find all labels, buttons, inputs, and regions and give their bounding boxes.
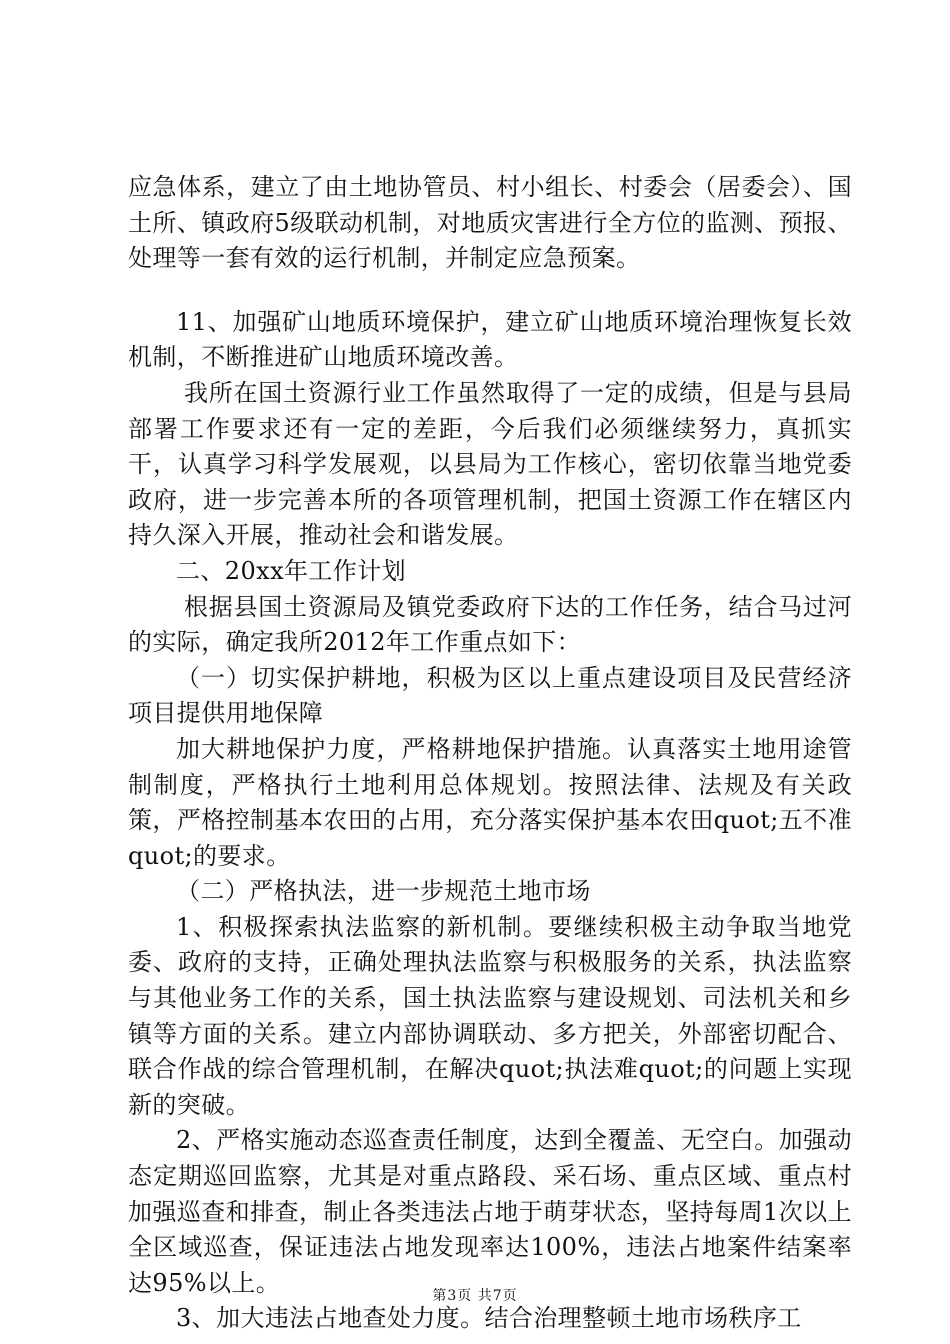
- paragraph-item-1: 1、积极探索执法监察的新机制。要继续积极主动争取当地党委、政府的支持，正确处理执法监察与积极服务的关系，执法监察与其他业务工作的关系，国土执法监察与建设规划、司法机关和乡镇等方面的关系。建立内部协调联动、多方把关，外部密切配合、联合作战的综合管理机制，在解决quot;执法难quot;的问题上实现新的突破。: [128, 912, 852, 1119]
- document-body: [128, 170, 852, 1337]
- paragraph-item-11: 11、加强矿山地质环境保护，建立矿山地质环境治理恢复长效机制，不断推进矿山地质环境改善。: [128, 307, 852, 372]
- paragraph-farmland-measures: 加大耕地保护力度，严格耕地保护措施。认真落实土地用途管制制度，严格执行土地利用总体规划。按照法律、法规及有关政策，严格控制基本农田的占用，充分落实保护基本农田quot;五不准quot;的要求。: [128, 734, 852, 870]
- section-heading-work-plan: 二、20xx年工作计划: [176, 556, 407, 585]
- paragraph-emergency-system: 应急体系，建立了由土地协管员、村小组长、村委会（居委会）、国土所、镇政府5级联动机制，对地质灾害进行全方位的监测、预报、处理等一套有效的运行机制，并制定应急预案。: [128, 173, 852, 273]
- paragraph-gap: [128, 277, 852, 305]
- page-footer: [0, 1287, 950, 1305]
- subheading-farmland-protection: （一）切实保护耕地，积极为区以上重点建设项目及民营经济项目提供用地保障: [128, 663, 852, 728]
- paragraph-plan-intro: 根据县国土资源局及镇党委政府下达的工作任务，结合马过河的实际，确定我所2012年工作重点如下：: [128, 592, 852, 657]
- paragraph-item-2: 2、严格实施动态巡查责任制度，达到全覆盖、无空白。加强动态定期巡回监察，尤其是对重点路段、采石场、重点区域、重点村加强巡查和排查，制止各类违法占地于萌芽状态，坚持每周1次以上全区域巡查，保证违法占地发现率达100%，违法占地案件结案率达95%以上。: [128, 1126, 852, 1297]
- subheading-law-enforcement: （二）严格执法，进一步规范土地市场: [176, 877, 591, 906]
- paragraph-item-3: 3、加大违法占地查处力度。结合治理整顿土地市场秩序工: [176, 1304, 802, 1333]
- page-number-label: 第3页 共7页: [432, 1288, 518, 1304]
- paragraph-summary: 我所在国土资源行业工作虽然取得了一定的成绩，但是与县局部署工作要求还有一定的差距，今后我们必须继续努力，真抓实干，认真学习科学发展观，以县局为工作核心，密切依靠当地党委政府，进一步完善本所的各项管理机制，把国土资源工作在辖区内持久深入开展，推动社会和谐发展。: [128, 378, 852, 550]
